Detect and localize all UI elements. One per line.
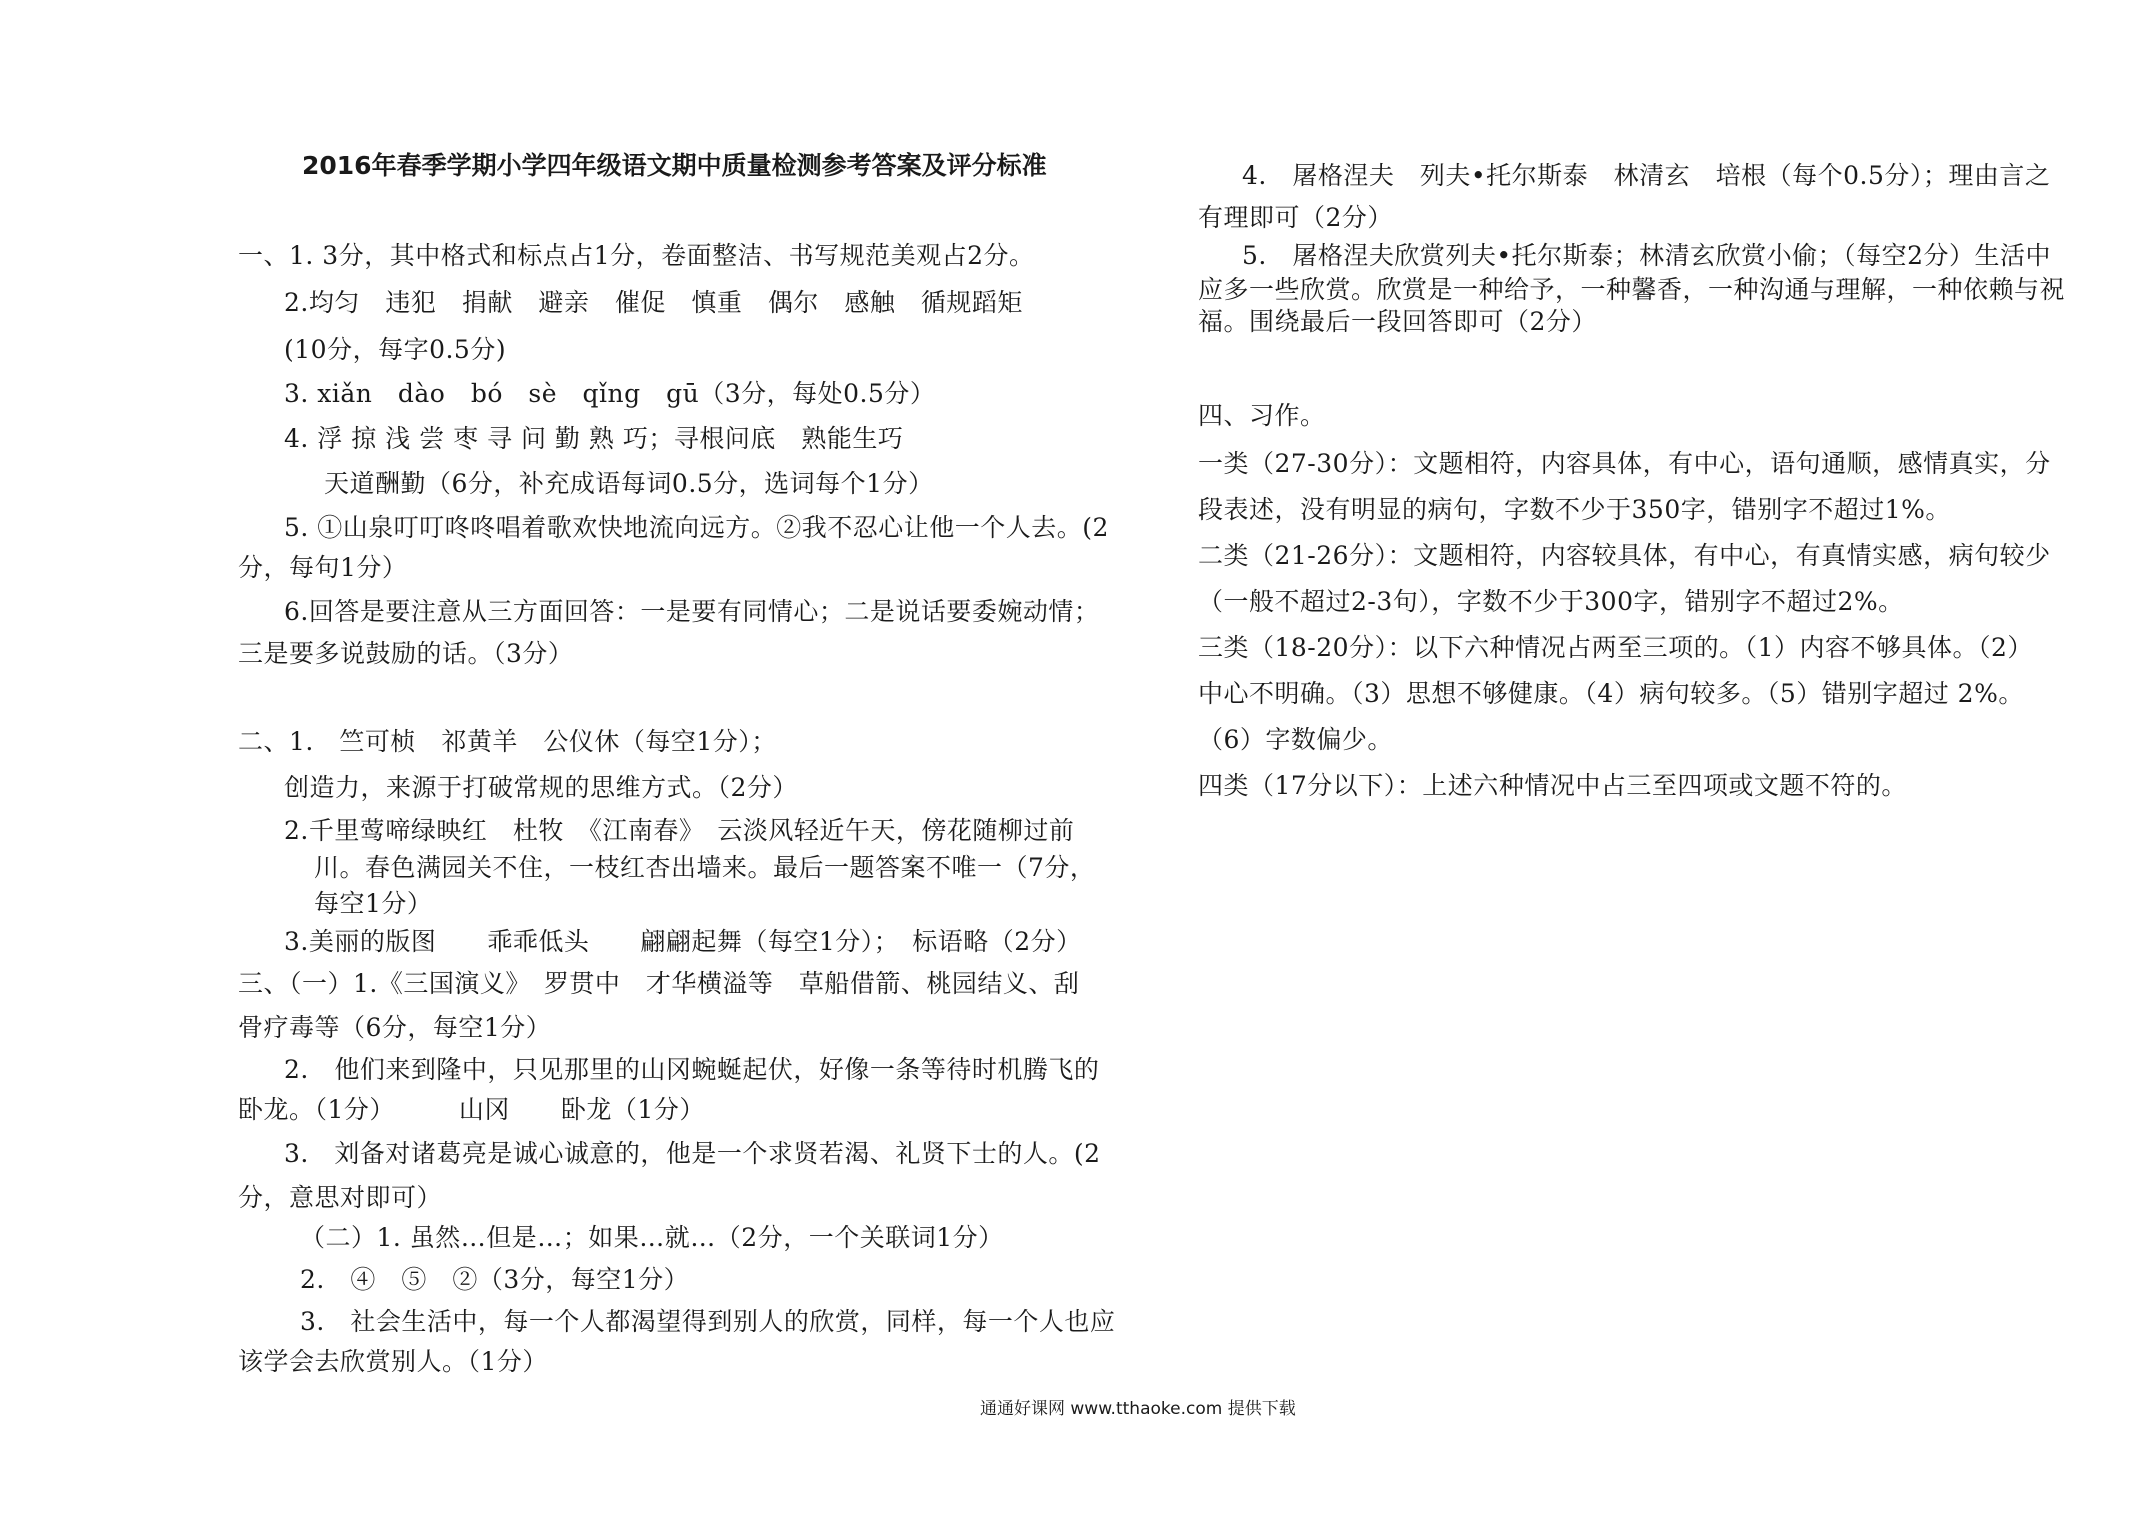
reading-item-5-cont: 应多一些欣赏。欣赏是一种给予，一种馨香，一种沟通与理解，一种依赖与祝 [1198, 275, 2066, 304]
section-two-item-2-cont: 川。春色满园关不住，一枝红杏出墙来。最后一题答案不唯一（7分， [314, 853, 1096, 882]
download-source-footer: 通通好课网 www.tthaoke.com 提供下载 [980, 1399, 1296, 1419]
section-one-item-4-note: 天道酬勤（6分，补充成语每词0.5分，选词每个1分） [324, 469, 934, 498]
section-three-part-two-item-3: 3. 社会生活中，每一个人都渴望得到别人的欣赏，同样，每一个人也应 [300, 1307, 1116, 1336]
writing-grade-3: 三类（18-20分）：以下六种情况占两至三项的。（1）内容不够具体。（2） [1198, 633, 2033, 662]
section-three-item-1: 三、（一）1.《三国演义》 罗贯中 才华横溢等 草船借箭、桃园结义、刮 [238, 969, 1080, 998]
reading-item-4: 4. 屠格涅夫 列夫•托尔斯泰 林清玄 培根（每个0.5分）；理由言之 [1242, 161, 2051, 190]
section-one-item-1: 一、1. 3分，其中格式和标点占1分，卷面整洁、书写规范美观占2分。 [238, 241, 1035, 270]
writing-grade-2-cont: （一般不超过2-3句），字数不少于300字，错别字不超过2%。 [1198, 587, 1904, 616]
section-three-part-two-item-2: 2. ④ ⑤ ②（3分，每空1分） [300, 1265, 690, 1294]
writing-grade-3-cont: 中心不明确。（3）思想不够健康。（4）病句较多。（5）错别字超过 2%。 [1198, 679, 2024, 708]
section-three-item-2: 2. 他们来到隆中，只见那里的山冈蜿蜒起伏，好像一条等待时机腾飞的 [284, 1055, 1100, 1084]
section-two-item-1: 二、1. 竺可桢 祁黄羊 公仪休（每空1分）； [238, 727, 777, 756]
section-one-item-5-note: 分，每句1分） [238, 553, 408, 582]
section-two-item-2: 2.千里莺啼绿映红 杜牧 《江南春》 云淡风轻近午天，傍花随柳过前 [284, 816, 1075, 845]
section-three-part-two-item-1: （二）1. 虽然…但是…；如果…就…（2分，一个关联词1分） [300, 1223, 1004, 1252]
section-three-item-1-cont: 骨疗毒等（6分，每空1分） [238, 1013, 552, 1042]
section-one-item-6-cont: 三是要多说鼓励的话。（3分） [238, 639, 574, 668]
section-two-item-3: 3.美丽的版图 乖乖低头 翩翩起舞（每空1分）； 标语略（2分） [284, 927, 1082, 956]
reading-item-5: 5. 屠格涅夫欣赏列夫•托尔斯泰；林清玄欣赏小偷；（每空2分）生活中 [1242, 241, 2052, 270]
reading-item-4-cont: 有理即可（2分） [1198, 203, 1393, 232]
writing-grade-1-cont: 段表述，没有明显的病句，字数不少于350字，错别字不超过1%。 [1198, 495, 1951, 524]
section-one-item-5: 5. ①山泉叮叮咚咚唱着歌欢快地流向远方。②我不忍心让他一个人去。(2 [284, 513, 1109, 542]
section-one-item-4: 4. 浮 掠 浅 尝 枣 寻 问 勤 熟 巧；寻根问底 熟能生巧 [284, 424, 904, 453]
section-three-item-2-cont: 卧龙。（1分） 山冈 卧龙（1分） [238, 1095, 705, 1124]
writing-heading: 四、习作。 [1198, 401, 1326, 430]
writing-grade-1: 一类（27-30分）：文题相符，内容具体，有中心，语句通顺，感情真实，分 [1198, 449, 2051, 478]
section-three-item-3: 3. 刘备对诸葛亮是诚心诚意的，他是一个求贤若渴、礼贤下士的人。(2 [284, 1139, 1101, 1168]
writing-grade-4: 四类（17分以下）：上述六种情况中占三至四项或文题不符的。 [1198, 771, 1907, 800]
reading-item-5-end: 福。围绕最后一段回答即可（2分） [1198, 307, 1597, 336]
section-one-item-2: 2.均匀 违犯 捐献 避亲 催促 慎重 偶尔 感触 循规蹈矩 [284, 288, 1023, 317]
section-one-item-3: 3. xiǎn dào bó sè qǐng gū（3分，每处0.5分） [284, 379, 936, 408]
section-two-item-2-note: 每空1分） [314, 889, 433, 918]
section-two-item-1-cont: 创造力，来源于打破常规的思维方式。（2分） [284, 773, 798, 802]
writing-grade-3-end: （6）字数偏少。 [1198, 725, 1393, 754]
section-three-part-two-item-3-cont: 该学会去欣赏别人。（1分） [238, 1347, 548, 1376]
section-one-item-6: 6.回答是要注意从三方面回答：一是要有同情心；二是说话要委婉动情； [284, 597, 1100, 626]
writing-grade-2: 二类（21-26分）：文题相符，内容较具体，有中心，有真情实感，病句较少 [1198, 541, 2051, 570]
page-title: 2016年春季学期小学四年级语文期中质量检测参考答案及评分标准 [302, 151, 1047, 180]
section-one-item-2-note: (10分，每字0.5分) [284, 335, 507, 364]
section-three-item-3-cont: 分，意思对即可） [238, 1183, 443, 1212]
